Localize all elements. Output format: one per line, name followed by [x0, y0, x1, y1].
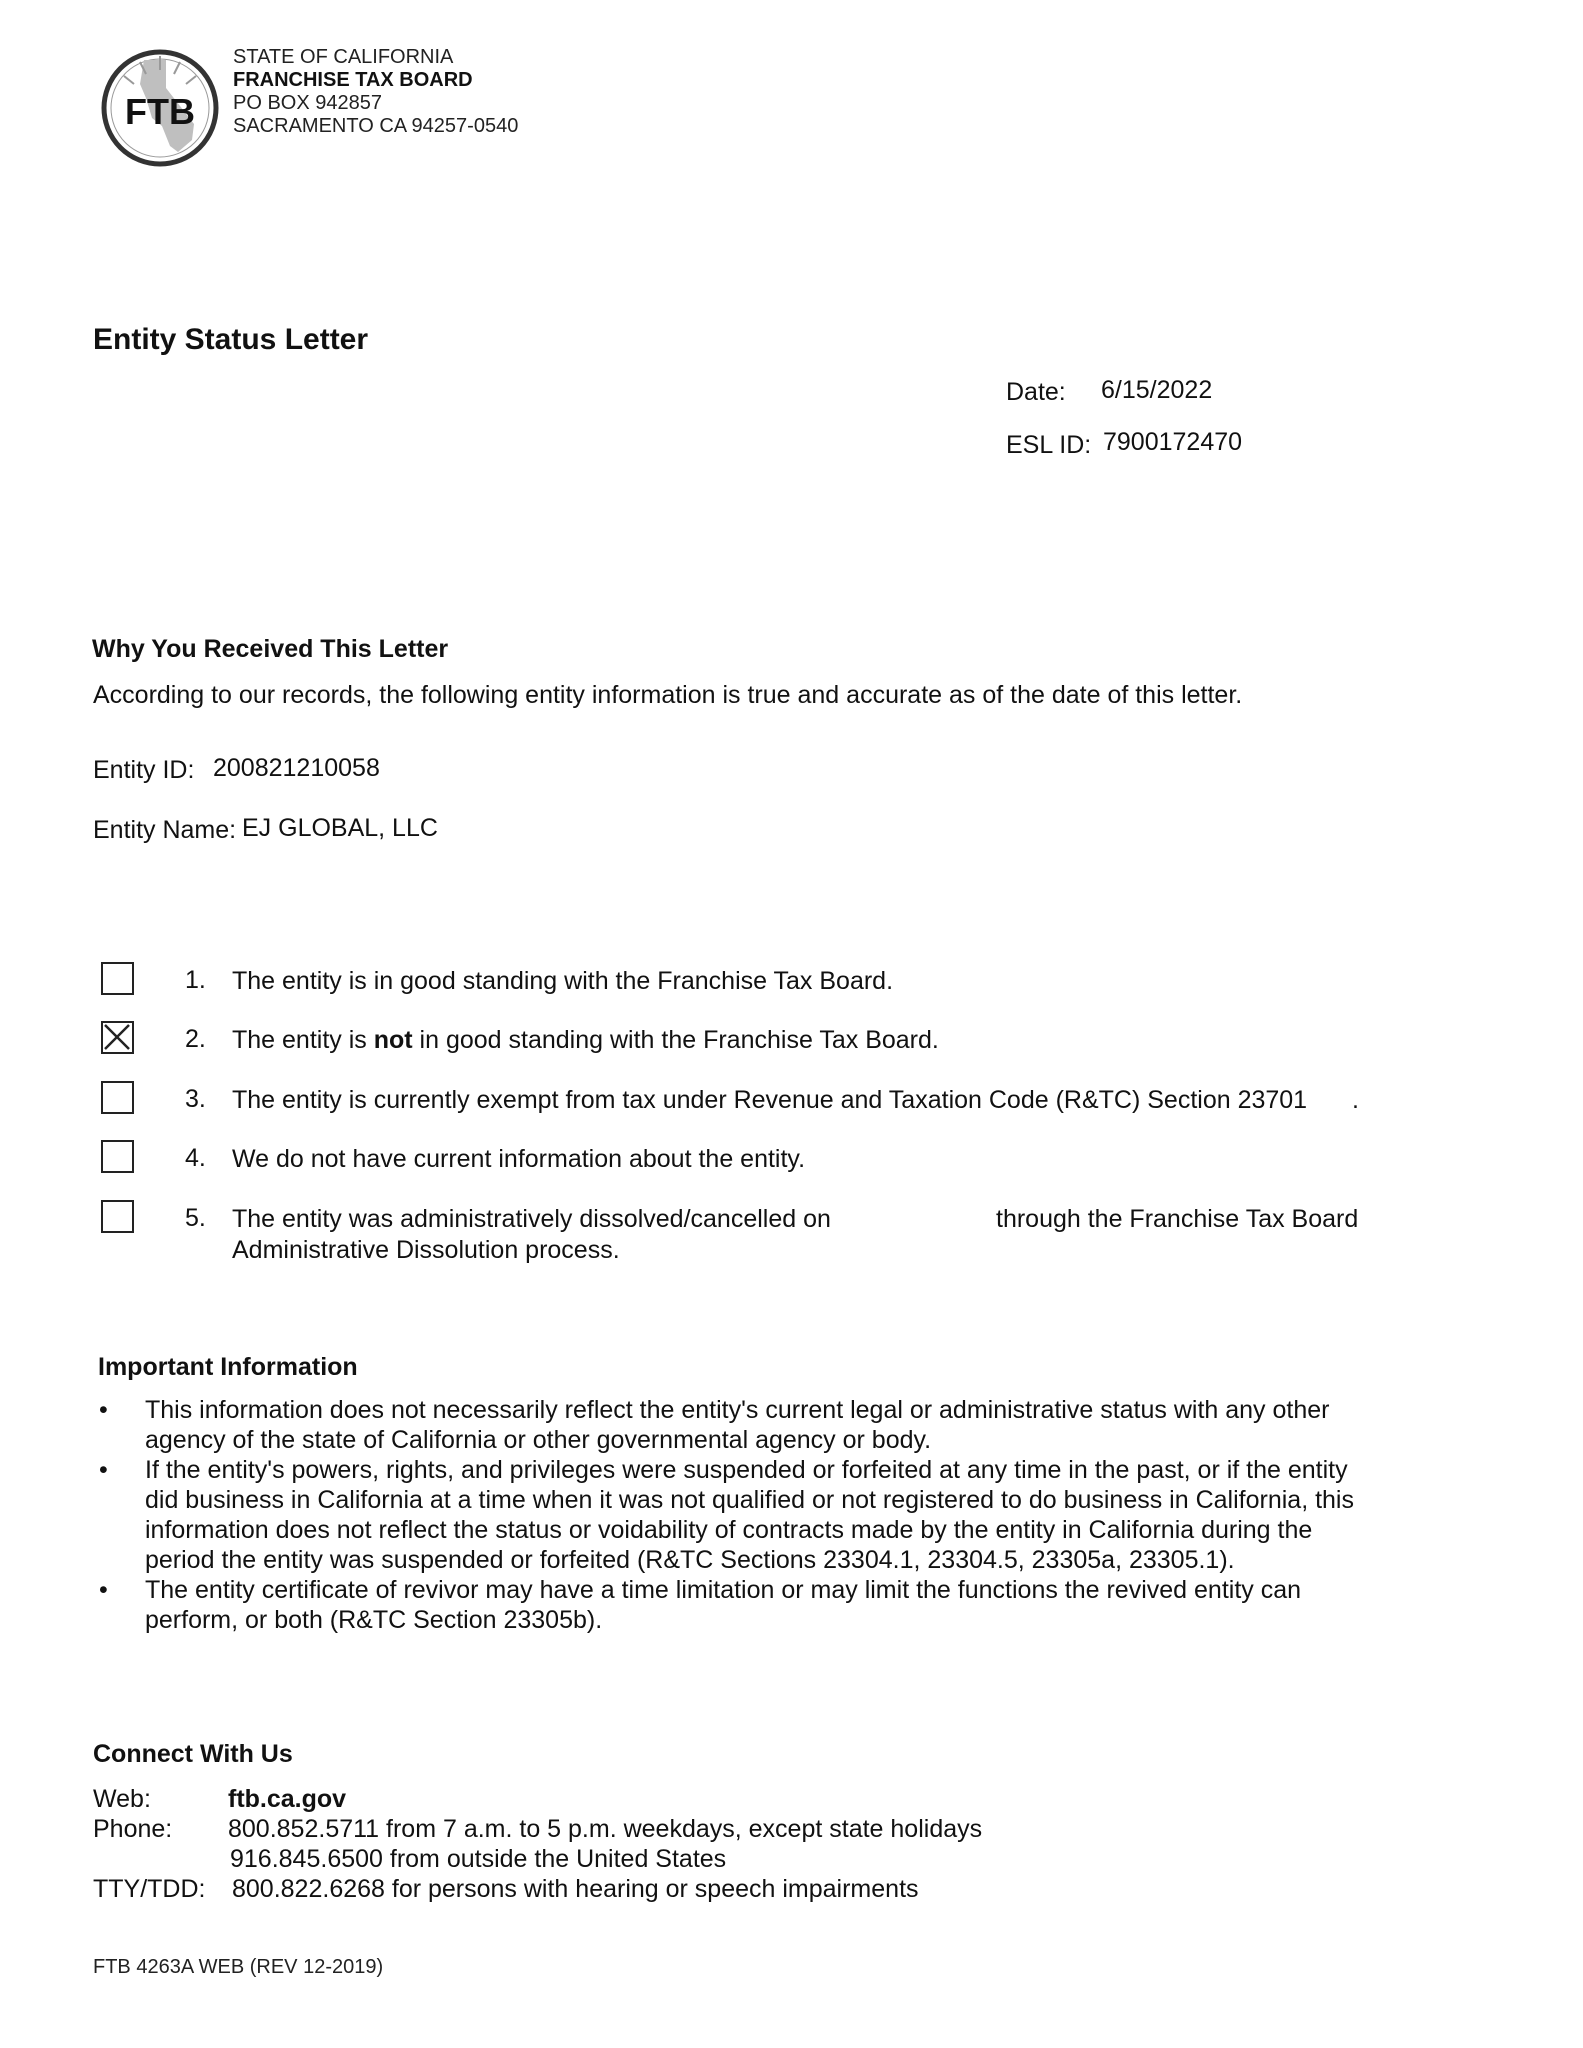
status-checkbox-1[interactable]	[101, 962, 134, 995]
important-bullet-3: • The entity certificate of revivor may have a time limitation or may limit the functions the revived entity can perform, or both (R&TC Section 23305b).	[95, 1575, 1385, 1635]
logo-text: FTB	[125, 91, 195, 132]
web-label: Web:	[93, 1785, 151, 1813]
status-checkbox-3[interactable]	[101, 1081, 134, 1114]
page-title: Entity Status Letter	[93, 323, 369, 356]
important-list	[95, 1395, 1385, 1635]
checkmark-x-icon	[103, 1023, 131, 1051]
form-id-footer: FTB 4263A WEB (REV 12-2019)	[93, 1956, 384, 1978]
status-text-5b: through the Franchise Tax Board	[996, 1205, 1359, 1233]
important-bullet-2: • If the entity's powers, rights, and privileges were suspended or forfeited at any time in the past, or if the entity did business in California at a time when it was not qualified or not registered to do business in California, this information does not reflect the status or voidability of contracts made by the entity in California during the period the entity was suspended or forfeited (R&TC Sections 23304.1, 23304.5, 23305a, 23305.1).	[95, 1455, 1385, 1575]
date-row	[1006, 378, 1066, 407]
address-line-city: SACRAMENTO CA 94257-0540	[233, 115, 519, 137]
status-checkbox-4[interactable]	[101, 1140, 134, 1173]
phone-label: Phone:	[93, 1815, 173, 1843]
tty-label: TTY/TDD:	[93, 1875, 206, 1903]
status-text-3: The entity is currently exempt from tax under Revenue and Taxation Code (R&TC) Section 23701	[232, 1086, 1308, 1114]
status-text-1: The entity is in good standing with the Franchise Tax Board.	[232, 967, 894, 995]
address-line-pobox: PO BOX 942857	[233, 92, 382, 114]
status-text-5c: Administrative Dissolution process.	[232, 1236, 620, 1264]
date-value: 6/15/2022	[1101, 376, 1213, 404]
status-number-3: 3.	[185, 1085, 206, 1113]
status-text-3-suffix: .	[1352, 1086, 1359, 1114]
ftb-logo	[100, 48, 220, 168]
esl-id-label: ESL ID:	[1006, 431, 1092, 459]
entity-id-label: Entity ID:	[93, 756, 195, 784]
why-text: According to our records, the following entity information is true and accurate as of the date of this letter.	[93, 681, 1243, 709]
status-checkbox-5[interactable]	[101, 1200, 134, 1233]
entity-name-label: Entity Name:	[93, 816, 237, 844]
status-text-4: We do not have current information about the entity.	[232, 1145, 806, 1173]
address-line-state: STATE OF CALIFORNIA	[233, 46, 454, 68]
address-line-agency: FRANCHISE TAX BOARD	[233, 69, 473, 91]
status-text-2: The entity is not in good standing with the Franchise Tax Board.	[232, 1026, 939, 1054]
tty-value: 800.822.6268 for persons with hearing or speech impairments	[232, 1875, 919, 1903]
agency-address	[233, 46, 518, 138]
important-bullet-1: • This information does not necessarily reflect the entity's current legal or administrative status with any other agency of the state of California or other governmental agency or body.	[95, 1395, 1385, 1455]
why-heading: Why You Received This Letter	[92, 635, 449, 663]
important-heading: Important Information	[98, 1353, 358, 1381]
status-number-5: 5.	[185, 1204, 206, 1232]
date-label: Date:	[1006, 378, 1066, 406]
entity-id-value: 200821210058	[213, 754, 380, 782]
status-checkbox-2[interactable]	[101, 1021, 134, 1054]
status-text-5a: The entity was administratively dissolved/cancelled on	[232, 1205, 831, 1233]
phone-value-2: 916.845.6500 from outside the United States	[230, 1845, 727, 1873]
contact-heading: Connect With Us	[93, 1740, 293, 1768]
status-number-1: 1.	[185, 966, 206, 994]
web-link[interactable]: ftb.ca.gov	[228, 1785, 347, 1813]
entity-name-value: EJ GLOBAL, LLC	[242, 814, 438, 842]
esl-id-value: 7900172470	[1103, 428, 1243, 456]
status-number-4: 4.	[185, 1144, 206, 1172]
status-number-2: 2.	[185, 1025, 206, 1053]
phone-value-1: 800.852.5711 from 7 a.m. to 5 p.m. weekdays, except state holidays	[228, 1815, 983, 1843]
